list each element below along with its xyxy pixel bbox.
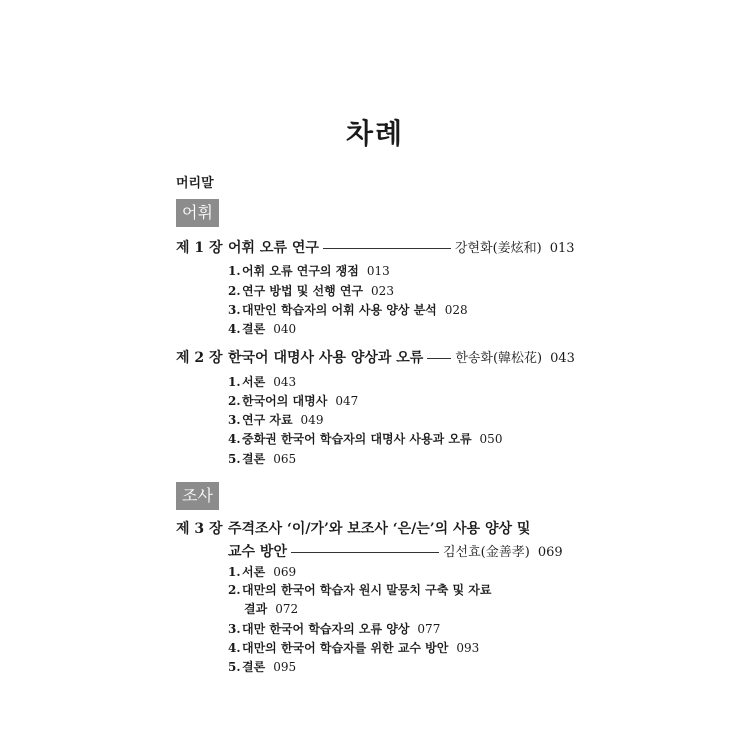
toc-item[interactable] — [228, 658, 296, 675]
item-title: 결론 — [242, 660, 266, 674]
leader-line — [427, 358, 451, 359]
item-number: 1. — [228, 375, 241, 389]
item-title: 한국어의 대명사 — [242, 394, 328, 408]
item-title-cont: 결과 — [244, 602, 268, 616]
item-page: 065 — [273, 452, 297, 466]
preface-link[interactable]: 머리말 — [176, 176, 214, 191]
chapter-number: 제 3 장 — [176, 521, 223, 537]
leader-line — [323, 248, 451, 249]
toc-item[interactable] — [228, 392, 358, 409]
chapter-title: 한국어 대명사 사용 양상과 오류 — [228, 350, 424, 366]
item-title: 대만인 학습자의 어휘 사용 양상 분석 — [242, 303, 437, 317]
item-page: 040 — [273, 322, 297, 336]
toc-item[interactable] — [228, 411, 323, 428]
toc-item[interactable] — [228, 373, 296, 390]
page-title: 차례 — [345, 117, 405, 150]
item-number: 2. — [228, 394, 241, 408]
chapter-page: 013 — [549, 241, 575, 256]
toc-item[interactable] — [228, 639, 479, 656]
item-number: 2. — [228, 583, 241, 597]
item-title: 대만 한국어 학습자의 오류 양상 — [242, 622, 410, 636]
item-number: 5. — [228, 452, 241, 466]
item-title: 결론 — [242, 322, 266, 336]
chapter-page: 043 — [550, 351, 575, 366]
chapter-author: 김선효(金善孝) — [442, 545, 530, 560]
toc-item[interactable] — [228, 301, 468, 318]
item-page: 093 — [456, 641, 480, 655]
item-title: 중화권 한국어 학습자의 대명사 사용과 오류 — [242, 432, 472, 446]
item-page: 047 — [335, 394, 359, 408]
item-page: 013 — [366, 264, 390, 278]
section-tag-particles: 조사 — [176, 482, 219, 510]
item-title: 결론 — [242, 452, 266, 466]
toc-item[interactable] — [228, 620, 440, 637]
toc-item[interactable] — [228, 262, 390, 279]
item-number: 4. — [228, 432, 241, 446]
chapter-author: 한송화(韓松花) — [455, 351, 543, 366]
chapter-3-line[interactable] — [176, 518, 576, 538]
item-title: 어휘 오류 연구의 쟁점 — [242, 264, 359, 278]
item-number: 4. — [228, 322, 241, 336]
chapter-title: 어휘 오류 연구 — [228, 240, 319, 256]
toc-item[interactable] — [228, 581, 492, 598]
chapter-3-line-cont[interactable] — [228, 541, 576, 561]
item-number: 3. — [228, 303, 241, 317]
chapter-1-line[interactable] — [176, 237, 576, 257]
item-page: 028 — [444, 303, 468, 317]
item-number: 5. — [228, 660, 241, 674]
chapter-number: 제 2 장 — [176, 350, 223, 366]
item-number: 4. — [228, 641, 241, 655]
item-page: 043 — [273, 375, 297, 389]
item-page: 069 — [273, 565, 297, 579]
toc-item[interactable] — [228, 320, 296, 337]
toc-item-cont[interactable] — [244, 600, 298, 617]
item-page: 049 — [300, 413, 324, 427]
item-page: 023 — [371, 284, 394, 298]
chapter-title: 주격조사 ‘이/가’와 보조사 ‘은/는’의 사용 양상 및 — [228, 521, 531, 537]
chapter-title-cont: 교수 방안 — [228, 544, 287, 560]
item-number: 3. — [228, 622, 241, 636]
chapter-author: 강현화(姜炫和) — [454, 241, 542, 256]
chapter-2-line[interactable] — [176, 347, 576, 367]
item-title: 연구 방법 및 선행 연구 — [242, 284, 364, 298]
toc-item[interactable] — [228, 450, 296, 467]
item-title: 대만의 한국어 학습자를 위한 교수 방안 — [242, 641, 449, 655]
toc-item[interactable] — [228, 430, 502, 447]
item-number: 2. — [228, 284, 241, 298]
item-title: 서론 — [242, 565, 266, 579]
item-number: 3. — [228, 413, 241, 427]
item-page: 072 — [275, 602, 299, 616]
toc-item[interactable] — [228, 282, 394, 299]
item-page: 095 — [273, 660, 297, 674]
chapter-number: 제 1 장 — [176, 240, 223, 256]
toc-item[interactable] — [228, 563, 296, 580]
item-title: 연구 자료 — [242, 413, 293, 427]
item-title: 서론 — [242, 375, 266, 389]
item-number: 1. — [228, 264, 241, 278]
item-number: 1. — [228, 565, 241, 579]
leader-line — [291, 552, 439, 553]
section-tag-vocabulary: 어휘 — [176, 199, 219, 227]
chapter-page: 069 — [537, 545, 563, 560]
item-page: 050 — [479, 432, 503, 446]
item-page: 077 — [417, 622, 441, 636]
item-title: 대만의 한국어 학습자 원시 말뭉치 구축 및 자료 — [242, 583, 492, 597]
